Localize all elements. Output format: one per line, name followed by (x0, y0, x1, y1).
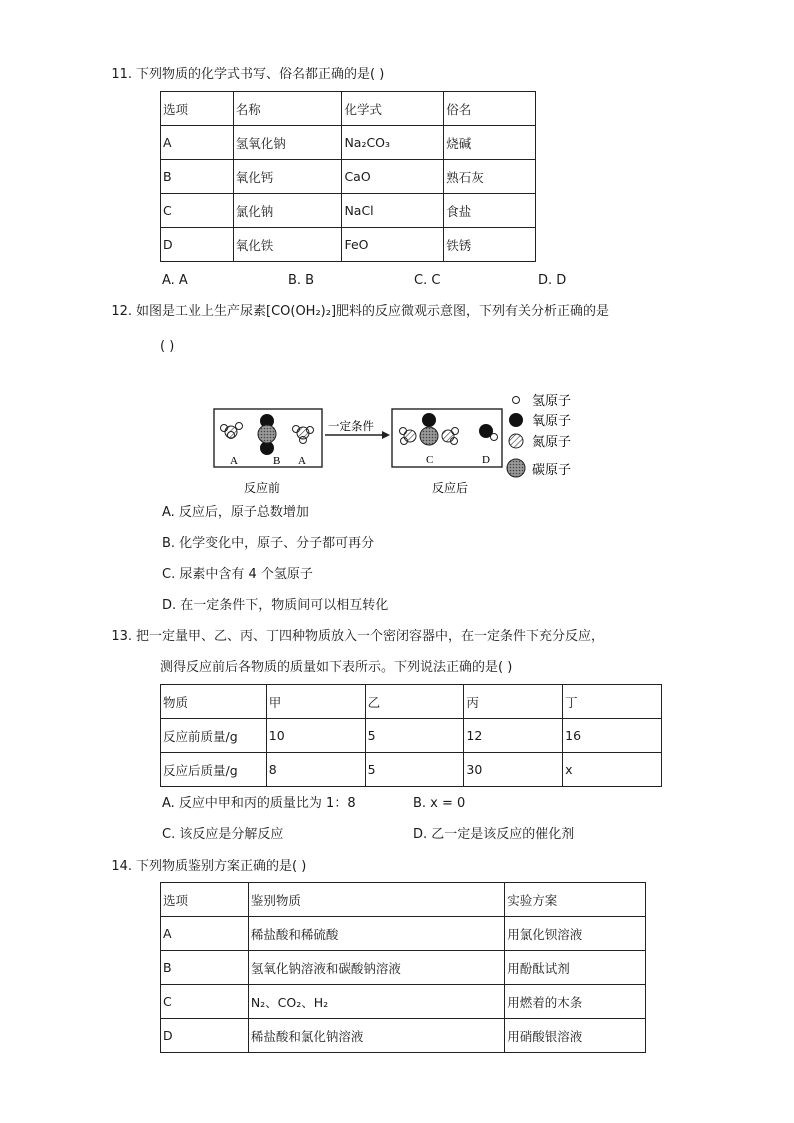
table-row (161, 160, 536, 194)
q12-option-c[interactable]: C. 尿素中含有 4 个氢原子 (162, 567, 313, 582)
table-cell: x (563, 753, 662, 787)
table-cell: 氯化钠 (233, 194, 342, 228)
table-cell: NaCl (342, 194, 444, 228)
q12-option-b[interactable]: B. 化学变化中，原子、分子都可再分 (162, 536, 375, 551)
header-cell: 选项 (161, 92, 234, 126)
legend (507, 394, 571, 478)
table-cell: 氧化铁 (233, 228, 342, 262)
header-cell: 鉴别物质 (248, 883, 504, 917)
q11-option-b[interactable]: B. B (288, 273, 315, 288)
header-cell: 名称 (233, 92, 342, 126)
q13-option-d[interactable]: D. 乙一定是该反应的催化剂 (413, 827, 575, 842)
arrow-label: 一定条件 (328, 419, 374, 433)
table-cell: 烧碱 (444, 126, 536, 160)
before-letter-a1: A (230, 455, 238, 467)
molecule-a-left (221, 423, 243, 439)
table-cell: 熟石灰 (444, 160, 536, 194)
arrow-head (382, 431, 390, 439)
molecule-d (479, 424, 498, 441)
before-letter-a2: A (298, 455, 306, 467)
q14-stem-line (104, 858, 306, 876)
header-cell: 乙 (365, 685, 464, 719)
table-cell: 稀盐酸和稀硫酸 (248, 917, 504, 951)
table-cell: FeO (342, 228, 444, 262)
table-cell: 食盐 (444, 194, 536, 228)
table-cell: 5 (365, 719, 464, 753)
table-row (161, 985, 646, 1019)
table-cell: Na₂CO₃ (342, 126, 444, 160)
before-letter-b: B (273, 455, 281, 467)
table-row (161, 753, 662, 787)
q12-stem-line (104, 303, 609, 321)
table-cell: 用硝酸银溶液 (505, 1019, 646, 1053)
q14-table (160, 882, 646, 1053)
q13-option-c[interactable]: C. 该反应是分解反应 (162, 827, 284, 842)
legend-oxygen-icon (509, 413, 523, 427)
q13-stem-cont: 测得反应前后各物质的质量如下表所示。下列说法正确的是( ) (160, 660, 513, 675)
q11-stem-line (104, 66, 384, 84)
header-cell: 物质 (161, 685, 267, 719)
molecule-c (400, 413, 459, 445)
after-letter-d: D (482, 454, 490, 466)
q13-option-a[interactable]: A. 反应中甲和丙的质量比为 1：8 (162, 796, 356, 811)
q11-option-a[interactable]: A. A (162, 273, 188, 288)
legend-nitrogen-label: 氮原子 (532, 435, 572, 450)
q13-stem: 把一定量甲、乙、丙、丁四种物质放入一个密闭容器中，在一定条件下充分反应， (136, 629, 605, 644)
legend-oxygen-label: 氧原子 (532, 414, 572, 429)
table-cell: CaO (342, 160, 444, 194)
table-cell: 12 (464, 719, 563, 753)
table-cell: B (161, 951, 249, 985)
q12-stem: 如图是工业上生产尿素[CO(OH₂)₂]肥料的反应微观示意图，下列有关分析正确的是 (136, 304, 610, 319)
table-cell: A (161, 126, 234, 160)
legend-carbon-icon (507, 459, 525, 477)
table-row (161, 194, 536, 228)
before-label: 反应前 (244, 481, 281, 495)
table-cell: 用燃着的木条 (505, 985, 646, 1019)
q12-reaction-diagram (200, 382, 600, 500)
after-letter-c: C (426, 454, 434, 466)
legend-nitrogen-icon (509, 434, 523, 448)
legend-carbon-label: 碳原子 (532, 463, 572, 478)
q12-stem-cont: ( ) (160, 339, 175, 354)
table-row (161, 1019, 646, 1053)
after-label: 反应后 (432, 481, 469, 495)
q13-number: 13. (111, 629, 132, 644)
table-header-row (161, 883, 646, 917)
table-cell: 氢氧化钠溶液和碳酸钠溶液 (248, 951, 504, 985)
legend-hydrogen-icon (513, 397, 520, 404)
table-cell: 铁锈 (444, 228, 536, 262)
molecule-b (258, 414, 276, 455)
table-cell: 稀盐酸和氯化钠溶液 (248, 1019, 504, 1053)
table-cell: D (161, 228, 234, 262)
table-row (161, 917, 646, 951)
table-row (161, 719, 662, 753)
table-cell: 30 (464, 753, 563, 787)
molecule-a-right (293, 426, 314, 444)
table-cell: 用氯化钡溶液 (505, 917, 646, 951)
table-cell: B (161, 160, 234, 194)
q12-option-d[interactable]: D. 在一定条件下，物质间可以相互转化 (162, 598, 389, 613)
table-row (161, 126, 536, 160)
table-cell: N₂、CO₂、H₂ (248, 985, 504, 1019)
q14-stem: 下列物质鉴别方案正确的是( ) (136, 859, 307, 874)
table-cell: C (161, 985, 249, 1019)
header-cell: 丙 (464, 685, 563, 719)
q11-option-c[interactable]: C. C (414, 273, 441, 288)
q13-stem-line (104, 628, 604, 646)
header-cell: 甲 (266, 685, 365, 719)
table-cell: 氢氧化钠 (233, 126, 342, 160)
table-cell: 16 (563, 719, 662, 753)
table-cell: A (161, 917, 249, 951)
q11-stem: 下列物质的化学式书写、俗名都正确的是( ) (136, 67, 385, 82)
table-cell: 8 (266, 753, 365, 787)
table-cell: 5 (365, 753, 464, 787)
table-header-row (161, 685, 662, 719)
q11-table (160, 91, 536, 262)
table-cell: 氧化钙 (233, 160, 342, 194)
table-cell: D (161, 1019, 249, 1053)
q12-option-a[interactable]: A. 反应后，原子总数增加 (162, 505, 309, 520)
q12-number: 12. (111, 304, 132, 319)
q13-option-b[interactable]: B. x = 0 (413, 796, 466, 811)
q11-number: 11. (111, 67, 132, 82)
table-header-row (161, 92, 536, 126)
table-cell: 用酚酞试剂 (505, 951, 646, 985)
header-cell: 选项 (161, 883, 249, 917)
q14-number: 14. (111, 859, 132, 874)
header-cell: 俗名 (444, 92, 536, 126)
table-cell: 反应后质量/g (161, 753, 267, 787)
table-row (161, 228, 536, 262)
q11-option-d[interactable]: D. D (538, 273, 567, 288)
table-cell: 反应前质量/g (161, 719, 267, 753)
legend-hydrogen-label: 氢原子 (532, 394, 572, 409)
header-cell: 实验方案 (505, 883, 646, 917)
table-cell: C (161, 194, 234, 228)
table-row (161, 951, 646, 985)
header-cell: 丁 (563, 685, 662, 719)
header-cell: 化学式 (342, 92, 444, 126)
table-cell: 10 (266, 719, 365, 753)
q13-table (160, 684, 662, 787)
